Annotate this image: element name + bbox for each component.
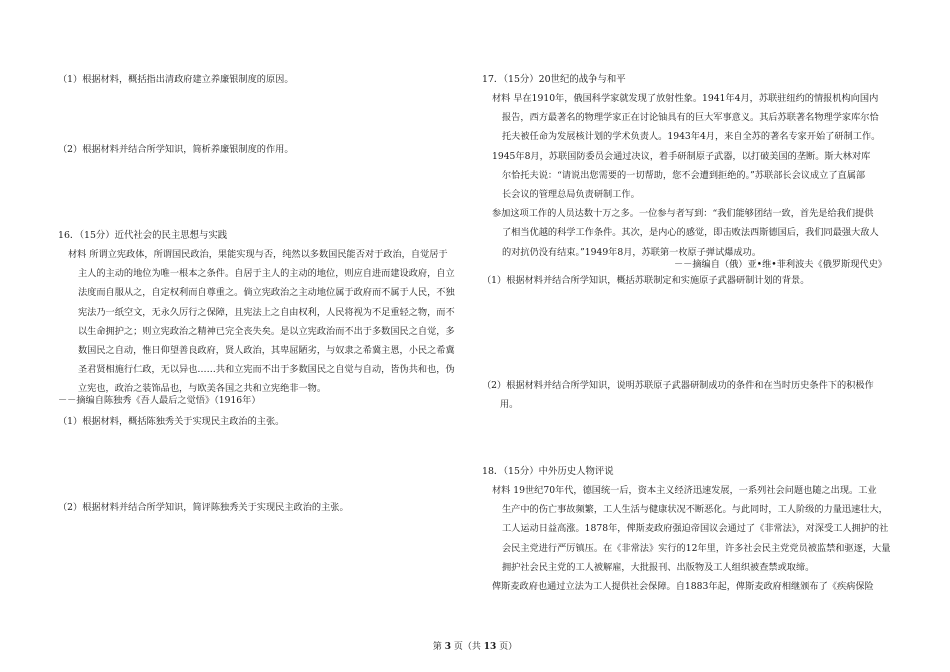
q18-title: 18．（15分）中外历史人物评说 [482,466,614,477]
q15-sub1: （1）根据材料，概括指出清政府建立养廉银制度的原因。 [58,74,294,85]
q17-sub1: （1）根据材料并结合所学知识，概括苏联制定和实施原子武器研制计划的背景。 [482,275,810,286]
q18-line: 会民主党进行严厉镇压。在《非常法》实行的12年里，许多社会民主党党员被监禁和驱逐，大量 [502,542,891,554]
q16-line: 以生命拥护之；则立宪政治之精神已完全丧失矣。是以立宪政治而不出于多数国民之自觉，多 [78,325,455,337]
q18-line: 材料 19世纪70年代，德国统一后，资本主义经济迅速发展，一系列社会问题也随之出现。工业 [492,485,877,496]
q17-source: －－摘编自（俄）亚•维•菲利波夫《俄罗斯现代史》 [674,259,887,270]
q16-sub2: （2）根据材料并结合所学知识，简评陈独秀关于实现民主政治的主张。 [58,502,349,513]
q16-sub1: （1）根据材料，概括陈独秀关于实现民主政治的主张。 [58,416,285,427]
q16-source: －－摘编自陈独秀《吾人最后之觉悟》（1916年） [58,395,261,406]
q16-line: 数国民之自动，惟日仰望善良政府，贤人政治，其卑屈陋劣，与奴隶之希冀主恩，小民之希冀 [78,344,455,356]
q17-line: 的对抗仍没有结束。”1949年8月，苏联第一枚原子弹试爆成功。 [502,246,762,258]
q17-line: 1945年8月，苏联国防委员会通过决议，着手研制原子武器，以打破美国的垄断。斯大林对库 [492,150,871,162]
q16-line: 主人的主动的地位为唯一根本之条件。自居于主人的主动的地位，则应自进而建设政府，自立 [78,268,455,280]
q16-line: 圣君贤相施行仁政，无以异也……共和立宪而不出于多数国民之自觉与自动，皆伪共和也，伪 [78,364,455,376]
q18-line: 拥护社会民主党的工人被解雇，大批报刊、出版物及工人组织被查禁或取缔。 [502,561,815,573]
q16-line: 立宪也，政治之装饰品也，与欧美各国之共和立宪绝非一物。 [78,383,327,395]
q17-line: 尔恰托夫说：“请说出您需要的一切帮助，您不会遭到拒绝的。”苏联部长会议成立了直属部 [502,169,866,181]
q16-title: 16．（15分）近代社会的民主思想与实践 [58,230,228,241]
footer-suffix: 页） [499,642,518,652]
footer-mid: 页（共 [453,642,481,652]
q17-line: 报告，西方最著名的物理学家正在讨论铀具有的巨大军事意义。其后苏联著名物理学家库尔恰 [502,112,879,124]
page-footer [0,641,950,653]
q18-line: 生产中的伤亡事故频繁，工人生活与健康状况不断恶化。与此同时，工人阶级的力量迅速壮大， [502,504,888,516]
q17-sub2: （2）根据材料并结合所学知识，说明苏联原子武器研制成功的条件和在当时历史条件下的积极作 [482,380,874,391]
q16-line: 法度而自服从之，自定权利而自尊重之。倘立宪政治之主动地位属于政府而不属于人民，不独 [78,287,455,299]
page-total: 13 [483,642,497,652]
q17-line: 长会议的管理总局负责研制工作。 [502,188,640,200]
q15-sub2: （2）根据材料并结合所学知识，简析养廉银制度的作用。 [58,144,294,155]
q18-line: 工人运动日益高涨。1878年，俾斯麦政府强迫帝国议会通过了《非常法》，对深受工人拥护的社 [502,523,889,535]
q17-line: 材料 早在1910年，俄国科学家就发现了放射性象。1941年4月，苏联驻纽约的情报机构向国内 [492,93,879,104]
q17-material [492,89,907,262]
q17-line: 了相当优越的科学工作条件。其次，是内心的感觉，即击败法西斯德国后，我们同最强大敌人 [502,227,879,239]
q18-material [492,481,907,596]
q17-title: 17．（15分）20世纪的战争与和平 [482,74,626,85]
q17-line: 参加这项工作的人员达数十万之多。一位参与者写到：“我们能够团结一致，首先是给我们提供 [492,208,874,220]
q18-line: 俾斯麦政府也通过立法为工人提供社会保障。自1883年起，俾斯麦政府相继颁布了《疾病保险 [492,580,874,592]
page-number: 3 [444,642,451,652]
q16-line: 宪法乃一纸空文，无永久厉行之保障，且宪法上之自由权利，人民将视为不足重轻之物，而不 [78,306,455,318]
q17-sub2-cont: 用。 [500,399,519,410]
q16-material [68,245,473,399]
q17-line: 托夫被任命为发展核计划的学术负责人。1943年4月，来自全苏的著名专家开始了研制工作。 [502,131,881,143]
footer-prefix: 第 [432,642,442,652]
q16-line: 材料 所谓立宪政体，所谓国民政治，果能实现与否，纯然以多数国民能否对于政治，自觉居于 [68,249,448,260]
